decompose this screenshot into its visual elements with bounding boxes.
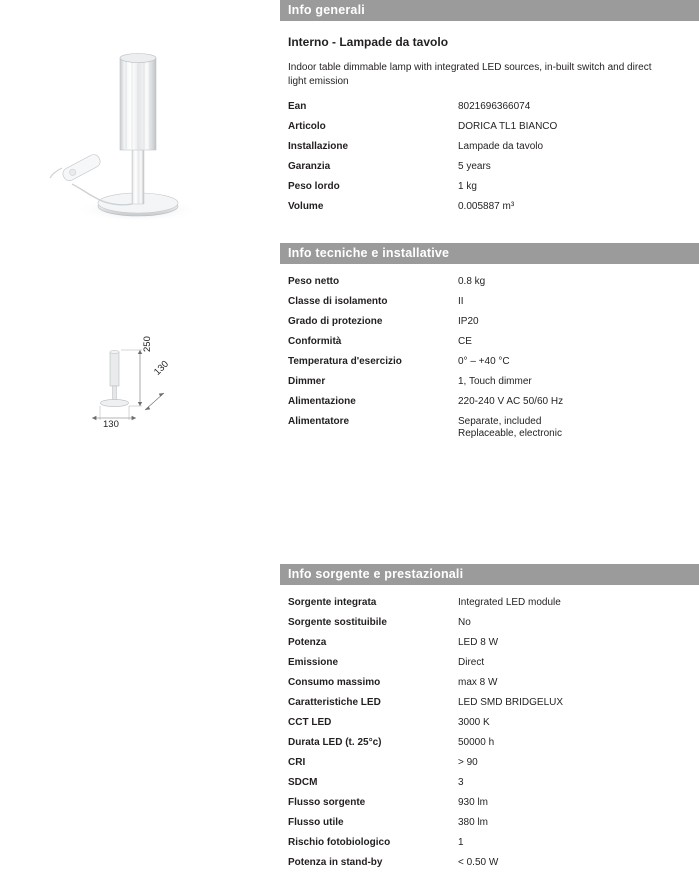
table-row (288, 797, 678, 817)
table-row (288, 181, 678, 201)
table-row (288, 376, 678, 396)
spec-key: SDCM (288, 777, 318, 788)
spec-key: Articolo (288, 121, 326, 132)
spec-table-info-tecniche (288, 276, 678, 448)
table-row (288, 717, 678, 737)
dimension-drawing (88, 336, 218, 440)
table-row (288, 817, 678, 837)
spec-value: 1 (458, 837, 464, 848)
spec-table-info-sorgente (288, 597, 678, 877)
table-row (288, 356, 678, 376)
table-row (288, 617, 678, 637)
dimension-depth-label: 130 (152, 358, 171, 378)
spec-value: 1, Touch dimmer (458, 376, 532, 387)
specifications-column (280, 0, 699, 877)
spec-key: CRI (288, 757, 306, 768)
spec-key: Flusso sorgente (288, 797, 366, 808)
spec-key: Dimmer (288, 376, 326, 387)
spec-value: II (458, 296, 464, 307)
table-row (288, 757, 678, 777)
spec-key: Classe di isolamento (288, 296, 388, 307)
spec-value: 3000 K (458, 717, 490, 728)
table-row (288, 276, 678, 296)
spec-value: 0° – +40 °C (458, 356, 510, 367)
table-row (288, 637, 678, 657)
table-row (288, 101, 678, 121)
spec-key: Sorgente sostituibile (288, 617, 387, 628)
spec-value: < 0.50 W (458, 857, 499, 868)
spec-value: Direct (458, 657, 485, 668)
spec-value: LED SMD BRIDGELUX (458, 697, 564, 708)
spec-value: 1 kg (458, 181, 477, 192)
table-row (288, 296, 678, 316)
table-row (288, 396, 678, 416)
spec-key: Peso lordo (288, 181, 340, 192)
dimension-width-label: 130 (103, 419, 119, 430)
spec-key: Alimentazione (288, 396, 356, 407)
table-row (288, 201, 678, 221)
section-body-info-tecniche (280, 276, 699, 448)
dimension-height-label: 250 (142, 336, 153, 352)
spec-value: 380 lm (458, 817, 489, 828)
spec-key: Sorgente integrata (288, 597, 377, 608)
spec-value: > 90 (458, 757, 478, 768)
spec-key: Temperatura d'esercizio (288, 356, 402, 367)
spec-key: Ean (288, 101, 307, 112)
spec-value: 220-240 V AC 50/60 Hz (458, 396, 564, 407)
spec-value: 0.005887 m³ (458, 201, 515, 212)
table-row (288, 677, 678, 697)
spec-value: 8021696366074 (458, 101, 531, 112)
section-header-info-tecniche: Info tecniche e installative (280, 243, 699, 264)
spec-key: Peso netto (288, 276, 340, 287)
spec-key: Volume (288, 201, 324, 212)
spec-value-line-1: Separate, included (458, 416, 542, 427)
spec-value: max 8 W (458, 677, 498, 688)
spec-key: Durata LED (t. 25°c) (288, 737, 382, 748)
spec-value: No (458, 617, 471, 628)
spec-key: Garanzia (288, 161, 331, 172)
table-row (288, 837, 678, 857)
spec-key: Installazione (288, 141, 349, 152)
product-photo (60, 28, 240, 228)
spec-key: Potenza (288, 637, 327, 648)
table-row (288, 857, 678, 877)
spec-key: Potenza in stand-by (288, 857, 383, 868)
spec-value: Lampade da tavolo (458, 141, 544, 152)
table-row (288, 141, 678, 161)
spec-key: Conformità (288, 336, 342, 347)
spec-value: LED 8 W (458, 637, 499, 648)
spec-value (458, 416, 678, 448)
table-row (288, 121, 678, 141)
spec-value: 3 (458, 777, 464, 788)
table-row (288, 657, 678, 677)
table-row (288, 416, 678, 448)
spec-value: Integrated LED module (458, 597, 561, 608)
spec-key: Consumo massimo (288, 677, 381, 688)
table-row (288, 336, 678, 356)
spec-value: 50000 h (458, 737, 495, 748)
spec-key: Alimentatore (288, 416, 350, 427)
spec-value-line-2: Replaceable, electronic (458, 428, 562, 439)
spec-value: 0.8 kg (458, 276, 486, 287)
spec-key: Rischio fotobiologico (288, 837, 391, 848)
spec-table-info-generali (288, 101, 678, 221)
section-header-info-sorgente: Info sorgente e prestazionali (280, 564, 699, 585)
spec-value: CE (458, 336, 472, 347)
table-row (288, 777, 678, 797)
product-title: Interno - Lampade da tavolo (288, 35, 449, 49)
spec-key: Emissione (288, 657, 339, 668)
spec-key: Caratteristiche LED (288, 697, 381, 708)
table-row (288, 737, 678, 757)
section-header-info-generali: Info generali (280, 0, 699, 21)
table-row (288, 316, 678, 336)
table-row (288, 161, 678, 181)
spec-key: CCT LED (288, 717, 332, 728)
table-row (288, 697, 678, 717)
spec-key: Flusso utile (288, 817, 344, 828)
spec-value: 5 years (458, 161, 491, 172)
spec-value: 930 lm (458, 797, 489, 808)
product-images-column (0, 0, 280, 845)
spec-value: IP20 (458, 316, 479, 327)
section-body-info-generali (280, 35, 699, 221)
spec-key: Grado di protezione (288, 316, 383, 327)
product-description: Indoor table dimmable lamp with integrated LED sources, in-built switch and direct light emission (288, 62, 652, 87)
section-body-info-sorgente (280, 597, 699, 877)
spec-value: DORICA TL1 BIANCO (458, 121, 558, 132)
table-row (288, 597, 678, 617)
